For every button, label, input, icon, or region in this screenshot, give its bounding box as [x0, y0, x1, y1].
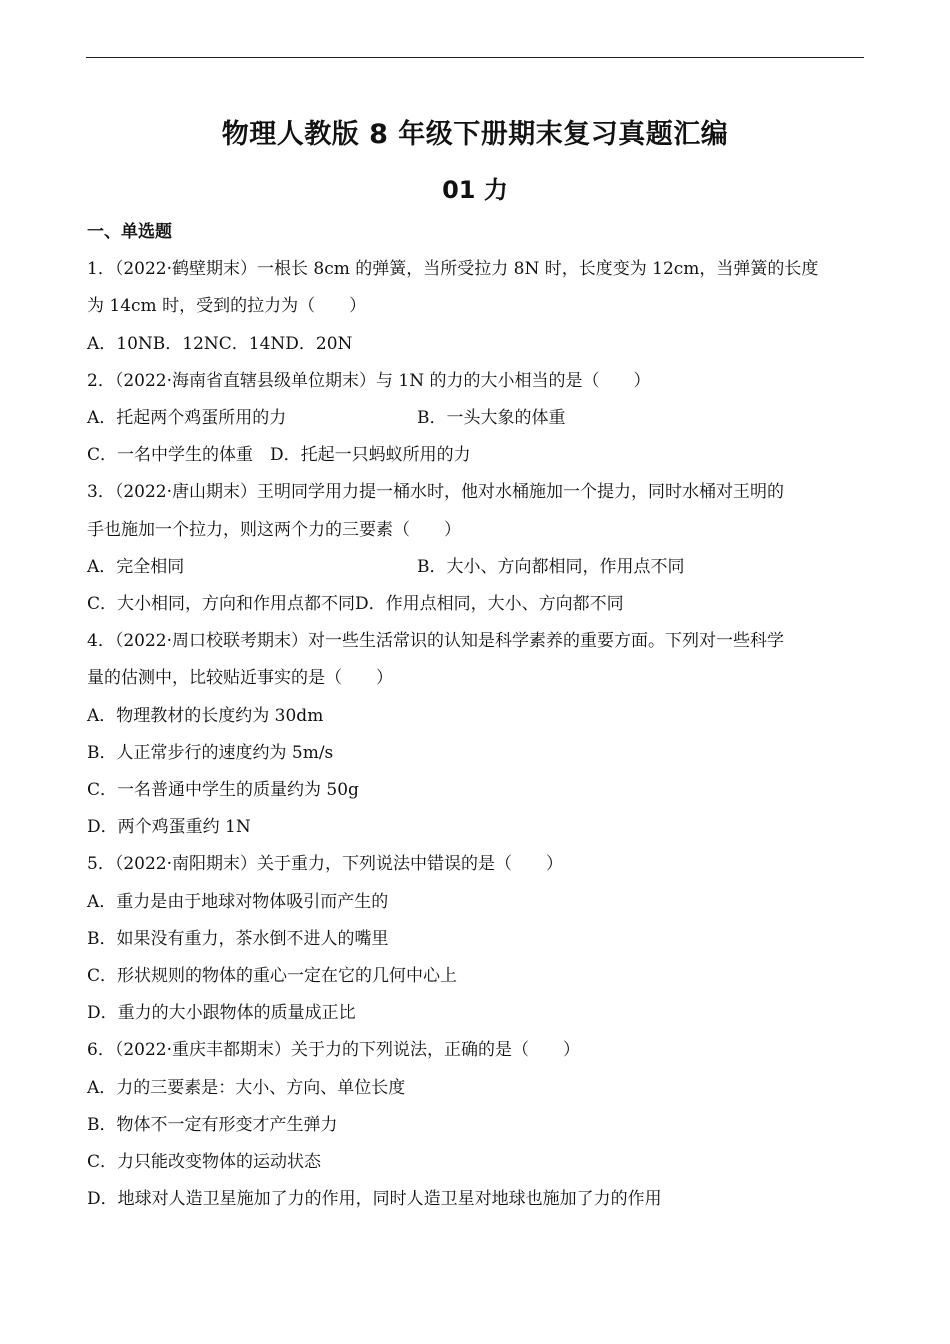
option-c: C．形状规则的物体的重心一定在它的几何中心上: [87, 966, 458, 987]
question-list: [87, 214, 865, 1218]
question-2: [87, 363, 865, 475]
option-d: D．地球对人造卫星施加了力的作用，同时人造卫星对地球也施加了力的作用: [87, 1189, 662, 1210]
question-4: [87, 623, 865, 846]
option-d: D．重力的大小跟物体的质量成正比: [87, 1003, 356, 1024]
option-b: B．如果没有重力，茶水倒不进人的嘴里: [87, 928, 389, 949]
question-stem: 手也施加一个拉力，则这两个力的三要素（ ）: [87, 519, 461, 540]
question-stem: 5．（2022·南阳期末）关于重力，下列说法中错误的是（ ）: [87, 854, 563, 875]
option-b: B．物体不一定有形变才产生弹力: [87, 1114, 338, 1135]
question-options: C．一名中学生的体重 D．托起一只蚂蚁所用的力: [87, 445, 471, 466]
option-a: A．物理教材的长度约为 30dm: [87, 705, 324, 726]
page-subtitle: 01 力: [442, 176, 508, 204]
question-stem: 4．（2022·周口校联考期末）对一些生活常识的认知是科学素养的重要方面。下列对一些科学: [87, 631, 784, 652]
option-a: A．重力是由于地球对物体吸引而产生的: [87, 891, 389, 912]
option-a: A．托起两个鸡蛋所用的力: [87, 408, 287, 429]
question-stem: 3．（2022·唐山期末）王明同学用力提一桶水时，他对水桶施加一个提力，同时水桶对王明的: [87, 482, 784, 503]
question-stem: 6．（2022·重庆丰都期末）关于力的下列说法，正确的是（ ）: [87, 1040, 580, 1061]
option-b: B．一头大象的体重: [417, 408, 566, 429]
option-a: A．力的三要素是：大小、方向、单位长度: [87, 1077, 406, 1098]
question-options: A．10NB．12NC．14ND．20N: [87, 333, 353, 354]
question-stem: 为 14cm 时，受到的拉力为（ ）: [87, 296, 367, 317]
option-b: B．大小、方向都相同，作用点不同: [417, 556, 685, 577]
option-c: C．力只能改变物体的运动状态: [87, 1152, 322, 1173]
question-stem: 1．（2022·鹤壁期末）一根长 8cm 的弹簧，当所受拉力 8N 时，长度变为 12cm，当弹簧的长度: [87, 259, 819, 280]
question-options-row: [87, 549, 865, 586]
header-rule: [86, 57, 864, 58]
question-1: [87, 251, 865, 363]
question-3: [87, 474, 865, 623]
option-b: B．人正常步行的速度约为 5m/s: [87, 742, 334, 763]
question-stem: 量的估测中，比较贴近事实的是（ ）: [87, 668, 393, 689]
option-c: C．一名普通中学生的质量约为 50g: [87, 780, 359, 801]
page-title: 物理人教版 8 年级下册期末复习真题汇编: [221, 119, 729, 150]
option-a: A．完全相同: [87, 556, 185, 577]
question-options-row: [87, 400, 865, 437]
question-5: [87, 846, 865, 1032]
question-stem: 2．（2022·海南省直辖县级单位期末）与 1N 的力的大小相当的是（ ）: [87, 370, 651, 391]
option-d: D．两个鸡蛋重约 1N: [87, 817, 251, 838]
question-options: C．大小相同，方向和作用点都不同D．作用点相同，大小、方向都不同: [87, 594, 624, 615]
section-heading: 一、单选题: [87, 222, 172, 242]
question-6: [87, 1032, 865, 1218]
